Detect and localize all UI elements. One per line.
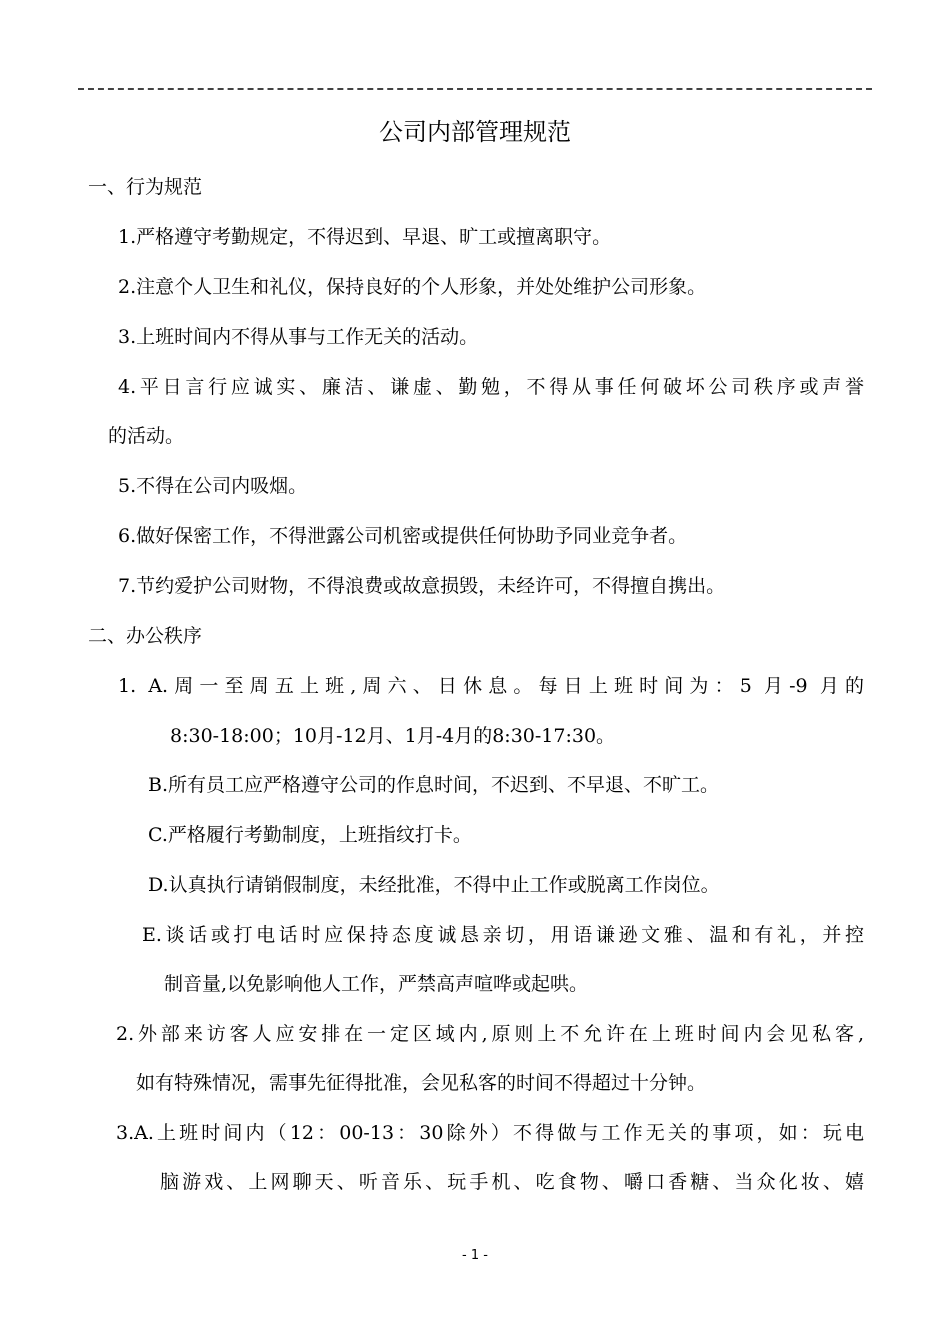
- header-rule: [78, 88, 872, 90]
- paragraph-line: 5.不得在公司内吸烟。: [118, 475, 308, 497]
- paragraph-line: 脑游戏、上网聊天、听音乐、玩手机、吃食物、嚼口香糖、当众化妆、嬉: [160, 1171, 864, 1193]
- paragraph-line: 2.外部来访客人应安排在一定区域内,原则上不允许在上班时间内会见私客,: [116, 1023, 864, 1045]
- paragraph-line: 1.严格遵守考勤规定，不得迟到、早退、旷工或擅离职守。: [118, 226, 612, 248]
- paragraph-line: 3.上班时间内不得从事与工作无关的活动。: [118, 326, 479, 348]
- paragraph-line: 7.节约爱护公司财物，不得浪费或故意损毁，未经许可，不得擅自携出。: [118, 575, 726, 597]
- paragraph-line: 3.A.上班时间内（12：00-13：30除外）不得做与工作无关的事项，如：玩电: [116, 1122, 864, 1144]
- section-heading-conduct: 一、行为规范: [88, 176, 203, 198]
- paragraph-line: D.认真执行请销假制度，未经批准，不得中止工作或脱离工作岗位。: [148, 874, 720, 896]
- paragraph-line: 4.平日言行应诚实、廉洁、谦虚、勤勉，不得从事任何破坏公司秩序或声誉: [118, 376, 864, 398]
- paragraph-line: 如有特殊情况，需事先征得批准，会见私客的时间不得超过十分钟。: [136, 1072, 707, 1094]
- paragraph-line: 1. A.周一至周五上班,周六、日休息。每日上班时间为：5 月-9 月的: [118, 675, 864, 697]
- paragraph-line: 的活动。: [108, 425, 185, 447]
- paragraph-line: 6.做好保密工作，不得泄露公司机密或提供任何协助予同业竞争者。: [118, 525, 688, 547]
- page-title: 公司内部管理规范: [379, 118, 571, 146]
- paragraph-line: B.所有员工应严格遵守公司的作息时间，不迟到、不早退、不旷工。: [148, 774, 720, 796]
- page-number: - 1 -: [462, 1248, 488, 1263]
- paragraph-line: 制音量,以免影响他人工作，严禁高声喧哗或起哄。: [164, 973, 589, 995]
- section-heading-office-order: 二、办公秩序: [88, 625, 203, 647]
- paragraph-line: C.严格履行考勤制度，上班指纹打卡。: [148, 824, 472, 846]
- paragraph-line: E.谈话或打电话时应保持态度诚恳亲切，用语谦逊文雅、温和有礼，并控: [142, 924, 864, 946]
- paragraph-line: 8:30-18:00；10月-12月、1月-4月的8:30-17:30。: [170, 725, 616, 747]
- paragraph-line: 2.注意个人卫生和礼仪，保持良好的个人形象，并处处维护公司形象。: [118, 276, 707, 298]
